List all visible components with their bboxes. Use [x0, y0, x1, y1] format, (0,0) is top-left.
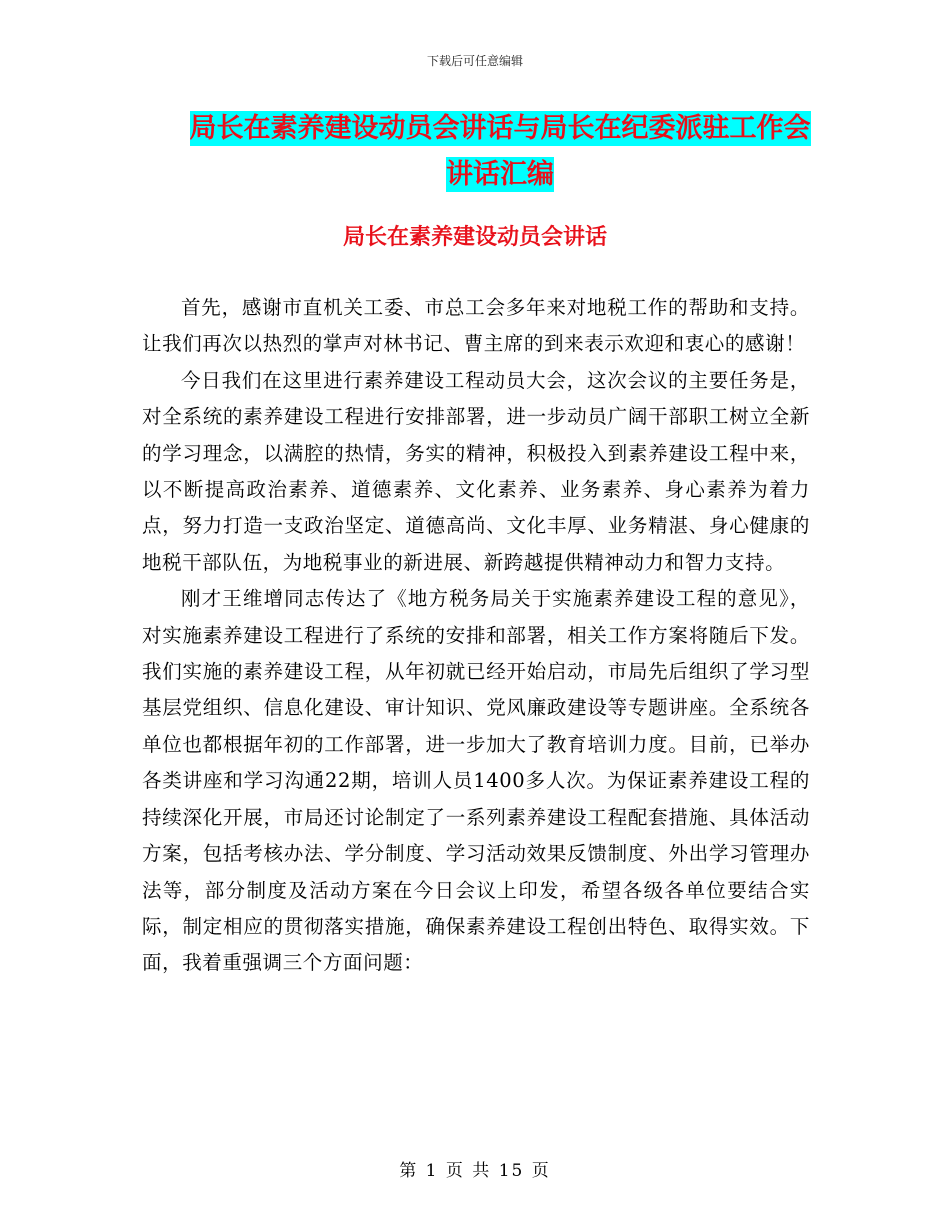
paragraph-2: 今日我们在这里进行素养建设工程动员大会，这次会议的主要任务是，对全系统的素养建设工程进行安排部署，进一步动员广阔干部职工树立全新的学习理念，以满腔的热情，务实的精神，积极投入到素养建设工程中来，以不断提高政治素养、道德素养、文化素养、业务素养、身心素养为着力点，努力打造一支政治坚定、道德高尚、文化丰厚、业务精湛、身心健康的地税干部队伍，为地税事业的新进展、新跨越提供精神动力和智力支持。: [142, 368, 810, 574]
title-line-1: 局长在素养建设动员会讲话与局长在纪委派驻工作会: [189, 113, 811, 144]
header-note: 下载后可任意编辑: [426, 54, 523, 68]
page-footer: 第 1 页 共 15 页: [399, 1161, 551, 1181]
title-line-2: 讲话汇编: [446, 159, 554, 190]
paragraph-3: 刚才王维增同志传达了《地方税务局关于实施素养建设工程的意见》，对实施素养建设工程进行了系统的安排和部署，相关工作方案将随后下发。我们实施的素养建设工程，从年初就已经开始启动，市局先后组织了学习型基层党组织、信息化建设、审计知识、党风廉政建设等专题讲座。全系统各单位也都根据年初的工作部署，进一步加大了教育培训力度。目前，已举办各类讲座和学习沟通22期，培训人员1400多人次。为保证素养建设工程的持续深化开展，市局还讨论制定了一系列素养建设工程配套措施、具体活动方案，包括考核办法、学分制度、学习活动效果反馈制度、外出学习管理办法等，部分制度及活动方案在今日会议上印发，希望各级各单位要结合实际，制定相应的贯彻落实措施，确保素养建设工程创出特色、取得实效。下面，我着重强调三个方面问题：: [142, 587, 810, 975]
document-title: [140, 106, 860, 198]
section-title: 局长在素养建设动员会讲话: [342, 225, 607, 250]
paragraph-1: 首先，感谢市直机关工委、市总工会多年来对地税工作的帮助和支持。让我们再次以热烈的掌声对林书记、曹主席的到来表示欢迎和衷心的感谢！: [142, 296, 810, 356]
document-body: [142, 290, 810, 982]
